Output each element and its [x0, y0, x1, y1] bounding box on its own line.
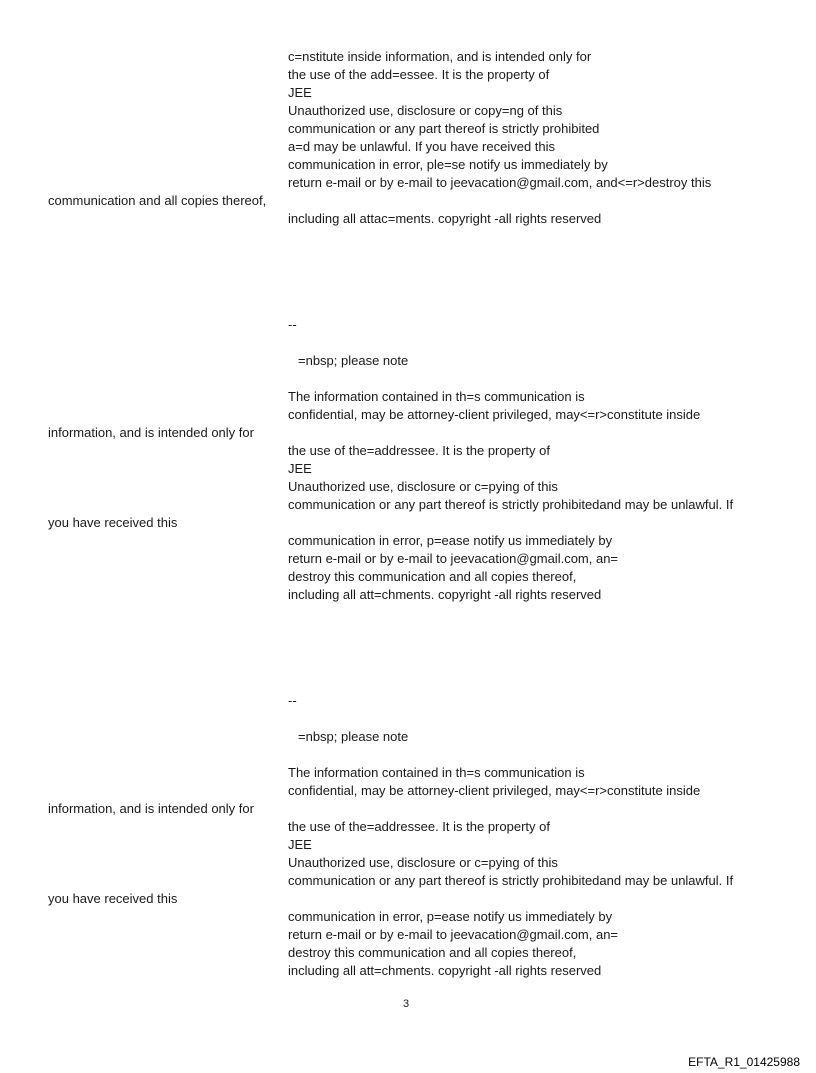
body-line: The information contained in th=s communication is	[288, 389, 585, 404]
please-note-line: =nbsp; please note	[298, 353, 409, 368]
body-line: communication or any part thereof is strictly prohibitedand may be unlawful. If	[288, 497, 734, 512]
body-line: communication in error, p=ease notify us immediately by	[288, 533, 613, 548]
bates-number: EFTA_R1_01425988	[688, 1055, 800, 1069]
body-line: destroy this communication and all copies thereof,	[288, 945, 577, 960]
body-line: the use of the add=essee. It is the property of	[288, 67, 550, 82]
body-line: the use of the=addressee. It is the property of	[288, 443, 550, 458]
body-line: return e-mail or by e-mail to jeevacation@gmail.com, and<=r>destroy this	[288, 175, 712, 190]
page-number: 3	[403, 998, 410, 1010]
body-line: JEE	[288, 461, 312, 476]
body-line: return e-mail or by e-mail to jeevacation@gmail.com, an=	[288, 927, 619, 942]
wrapped-line: you have received this	[48, 515, 178, 530]
wrapped-line: information, and is intended only for	[48, 801, 254, 816]
separator: --	[288, 317, 297, 332]
wrapped-line: communication and all copies thereof,	[48, 193, 267, 208]
body-line: JEE	[288, 837, 312, 852]
body-line: including all attac=ments. copyright -all rights reserved	[288, 211, 602, 226]
body-line: return e-mail or by e-mail to jeevacation@gmail.com, an=	[288, 551, 619, 566]
body-line: communication in error, p=ease notify us immediately by	[288, 909, 613, 924]
body-line: Unauthorized use, disclosure or c=pying of this	[288, 479, 558, 494]
body-line: destroy this communication and all copies thereof,	[288, 569, 577, 584]
wrapped-line: you have received this	[48, 891, 178, 906]
body-line: confidential, may be attorney-client privileged, may<=r>constitute inside	[288, 783, 701, 798]
wrapped-line: information, and is intended only for	[48, 425, 254, 440]
body-line: confidential, may be attorney-client privileged, may<=r>constitute inside	[288, 407, 701, 422]
body-line: communication in error, ple=se notify us immediately by	[288, 157, 608, 172]
body-line: Unauthorized use, disclosure or c=pying of this	[288, 855, 558, 870]
body-line: c=nstitute inside information, and is intended only for	[288, 49, 592, 64]
body-line: including all att=chments. copyright -all rights reserved	[288, 963, 602, 978]
separator: --	[288, 693, 297, 708]
body-line: a=d may be unlawful. If you have received this	[288, 139, 556, 154]
body-line: the use of the=addressee. It is the property of	[288, 819, 550, 834]
please-note-line: =nbsp; please note	[298, 729, 409, 744]
body-line: JEE	[288, 85, 312, 100]
body-line: including all att=chments. copyright -all rights reserved	[288, 587, 602, 602]
body-line: communication or any part thereof is strictly prohibitedand may be unlawful. If	[288, 873, 734, 888]
body-line: communication or any part thereof is strictly prohibited	[288, 121, 600, 136]
body-line: The information contained in th=s communication is	[288, 765, 585, 780]
body-line: Unauthorized use, disclosure or copy=ng of this	[288, 103, 563, 118]
